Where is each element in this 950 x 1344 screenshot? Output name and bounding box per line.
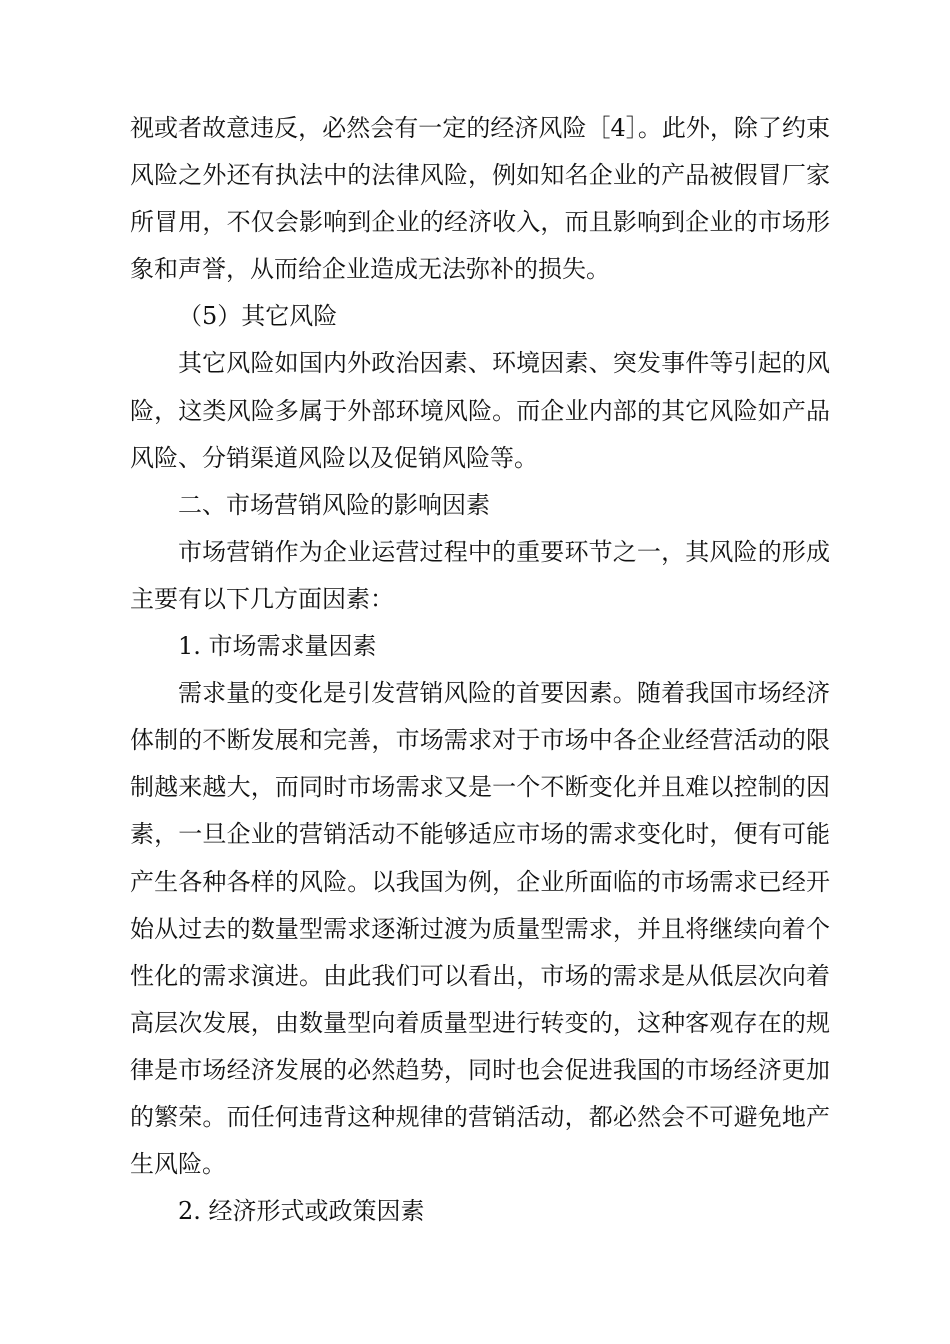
text-line: 险，这类风险多属于外部环境风险。而企业内部的其它风险如产品 — [130, 396, 830, 425]
text-line: 1. 市场需求量因素 — [178, 632, 377, 661]
text-line: （5）其它风险 — [178, 302, 338, 331]
text-line: 律是市场经济发展的必然趋势，同时也会促进我国的市场经济更加 — [130, 1055, 830, 1084]
text-line: 象和声誉，从而给企业造成无法弥补的损失。 — [130, 255, 610, 284]
text-line: 性化的需求演进。由此我们可以看出，市场的需求是从低层次向着 — [130, 961, 830, 990]
text-line: 的繁荣。而任何违背这种规律的营销活动，都必然会不可避免地产 — [130, 1102, 830, 1131]
text-line: 生风险。 — [130, 1150, 226, 1179]
text-line: 市场营销作为企业运营过程中的重要环节之一，其风险的形成 — [178, 537, 830, 566]
text-line: 风险、分销渠道风险以及促销风险等。 — [130, 443, 538, 472]
text-line: 体制的不断发展和完善，市场需求对于市场中各企业经营活动的限 — [130, 726, 830, 755]
text-line: 主要有以下几方面因素： — [130, 584, 394, 613]
text-line: 其它风险如国内外政治因素、环境因素、突发事件等引起的风 — [178, 349, 830, 378]
text-line: 产生各种各样的风险。以我国为例，企业所面临的市场需求已经开 — [130, 867, 830, 896]
text-line: 高层次发展，由数量型向着质量型进行转变的，这种客观存在的规 — [130, 1008, 830, 1037]
text-line: 所冒用，不仅会影响到企业的经济收入，而且影响到企业的市场形 — [130, 208, 830, 237]
text-line: 素，一旦企业的营销活动不能够适应市场的需求变化时，便有可能 — [130, 820, 830, 849]
document-page — [130, 105, 830, 1235]
text-line: 视或者故意违反，必然会有一定的经济风险［4］。此外，除了约束 — [130, 114, 830, 142]
text-line: 风险之外还有执法中的法律风险，例如知名企业的产品被假冒厂家 — [130, 161, 830, 190]
text-line: 始从过去的数量型需求逐渐过渡为质量型需求，并且将继续向着个 — [130, 914, 830, 943]
text-line: 需求量的变化是引发营销风险的首要因素。随着我国市场经济 — [178, 679, 830, 708]
text-line: 2. 经济形式或政策因素 — [178, 1197, 425, 1226]
text-line: 制越来越大，而同时市场需求又是一个不断变化并且难以控制的因 — [130, 773, 830, 802]
text-line: 二、市场营销风险的影响因素 — [178, 490, 490, 519]
